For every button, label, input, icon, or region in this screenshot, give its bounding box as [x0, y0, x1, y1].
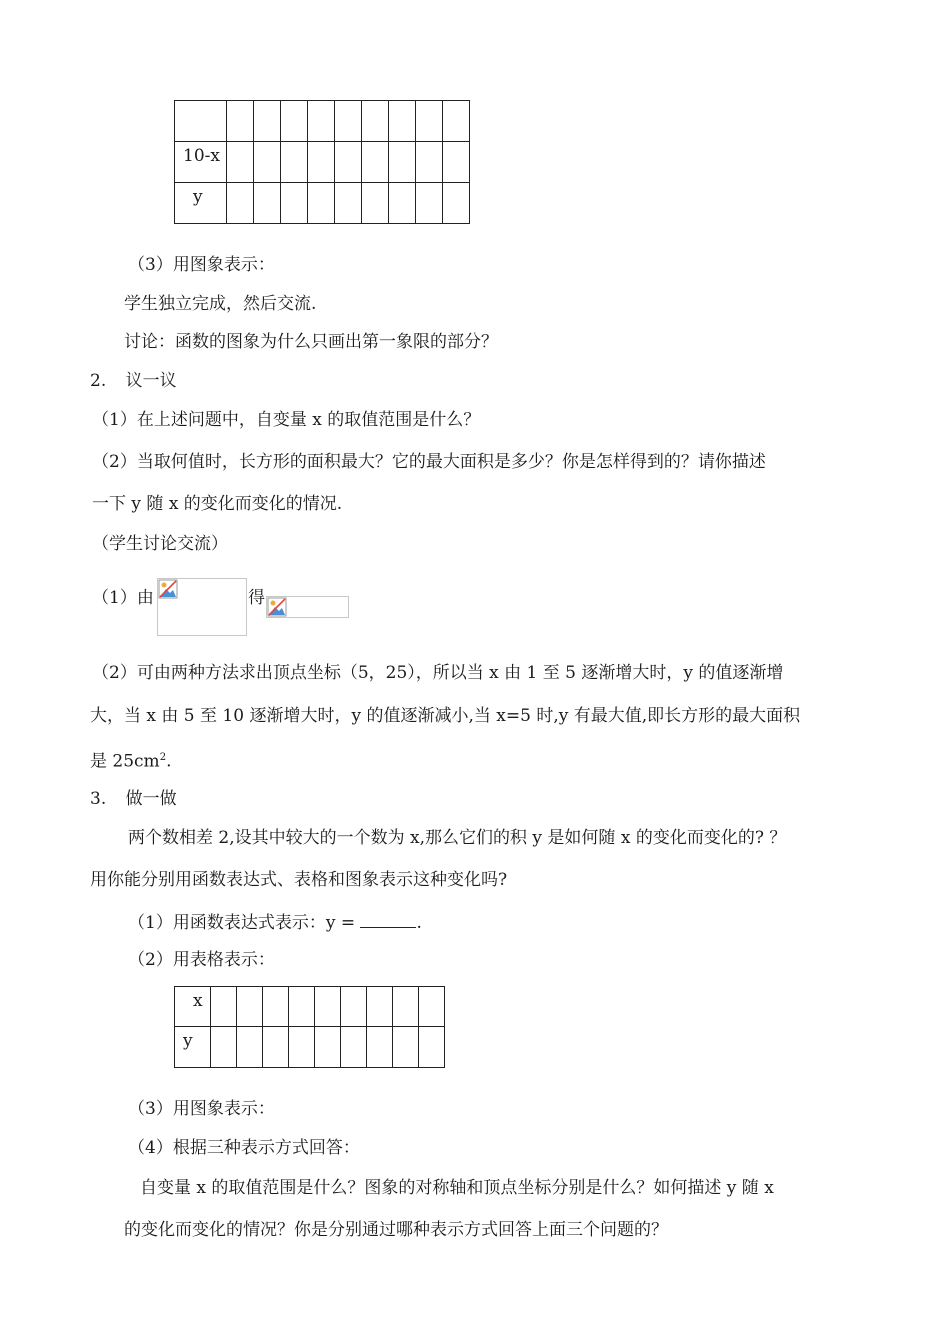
row-label: 10-x — [175, 142, 227, 183]
row-label: x — [175, 987, 211, 1027]
answer-blank — [360, 911, 416, 928]
question-2-line-2: 一下 y 随 x 的变化而变化的情况. — [92, 494, 343, 514]
question-1: （1）在上述问题中，自变量 x 的取值范围是什么？ — [92, 410, 481, 430]
step-expression-label: （1）用函数表达式表示：y = . — [128, 913, 422, 933]
formula-image-2 — [266, 596, 349, 618]
answer-1-mid: 得 — [248, 588, 265, 608]
formula-image-1 — [157, 578, 247, 636]
row-label: y — [175, 1027, 211, 1068]
question-2-line-1: （2）当取何值时，长方形的面积最大？它的最大面积是多少？你是怎样得到的？请你描述 — [92, 452, 766, 472]
discussion-question: 讨论：函数的图象为什么只画出第一象限的部分？ — [124, 332, 498, 352]
final-question-line-2: 的变化而变化的情况？你是分别通过哪种表示方式回答上面三个问题的？ — [124, 1220, 668, 1240]
problem-3-line-1: 两个数相差 2,设其中较大的一个数为 x,那么它们的积 y 是如何随 x 的变化而变化的? ？ — [128, 828, 787, 848]
problem-3-line-2: 用你能分别用函数表达式、表格和图象表示这种变化吗? — [90, 870, 508, 890]
section-number: 2. — [90, 371, 107, 391]
answer-2-line-2: 大，当 x 由 5 至 10 逐渐增大时，y 的值逐渐减小,当 x=5 时,y 有最大值,即长方形的最大面积 — [90, 706, 801, 726]
table-row — [175, 987, 445, 1027]
data-table-10-minus-x — [174, 100, 470, 224]
students-done-text: 学生独立完成，然后交流. — [124, 294, 317, 314]
table-row — [175, 101, 470, 142]
answer-1-prefix: （1）由 — [92, 588, 154, 608]
section-number: 3. — [90, 789, 107, 809]
step-4-label: （4）根据三种表示方式回答： — [128, 1138, 360, 1158]
superscript: 2 — [159, 752, 167, 763]
table-row — [175, 1027, 445, 1068]
section-3-heading — [90, 788, 177, 810]
answer-2-line-1: （2）可由两种方法求出顶点坐标（5，25），所以当 x 由 1 至 5 逐渐增大时，y 的值逐渐增 — [92, 663, 784, 683]
answer-2-line-3: 是 $25cm^2$. — [90, 751, 172, 772]
step-table-label: （2）用表格表示： — [128, 950, 275, 970]
section-2-heading — [90, 370, 177, 392]
final-question-line-1: 自变量 x 的取值范围是什么？图象的对称轴和顶点坐标分别是什么？如何描述 y 随 x — [140, 1178, 774, 1198]
broken-image-icon — [267, 597, 287, 617]
data-table-x-y — [174, 986, 445, 1068]
table-row — [175, 183, 470, 224]
step-graph-label-b: （3）用图象表示： — [128, 1099, 275, 1119]
student-discussion-note: （学生讨论交流） — [92, 534, 228, 554]
row-label: y — [175, 183, 227, 224]
step-graph-label: （3）用图象表示： — [128, 255, 275, 275]
section-title: 做一做 — [125, 789, 177, 809]
row-label — [175, 101, 227, 142]
table-row — [175, 142, 470, 183]
section-title: 议一议 — [125, 371, 177, 391]
broken-image-icon — [158, 579, 178, 599]
